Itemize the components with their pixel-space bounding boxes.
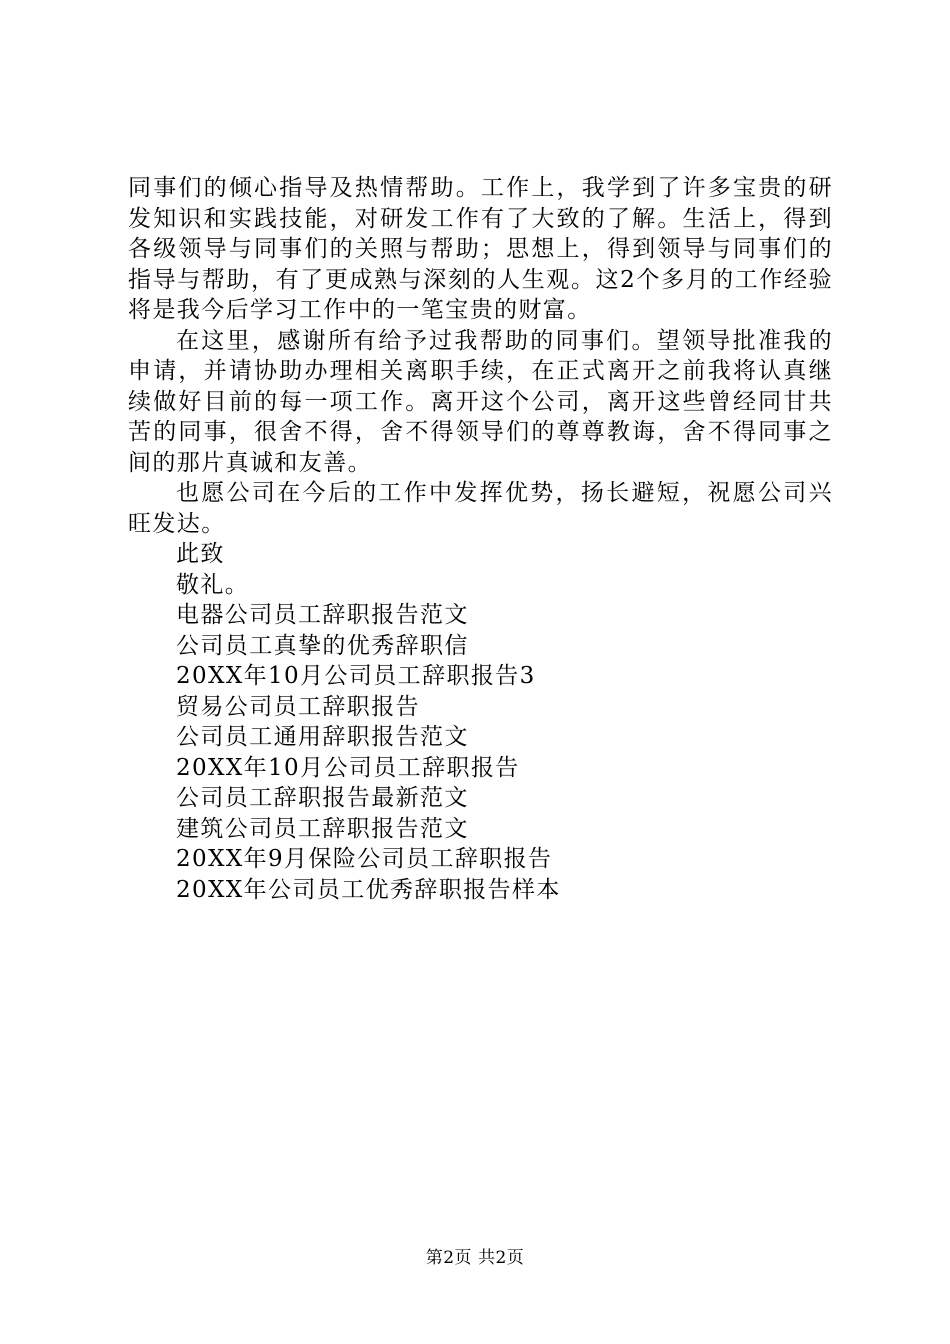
related-title: 公司员工真挚的优秀辞职信 <box>176 632 469 659</box>
related-title: 20XX年公司员工优秀辞职报告样本 <box>176 876 561 903</box>
related-title: 电器公司员工辞职报告范文 <box>176 602 469 628</box>
related-title: 20XX年10月公司员工辞职报告 <box>176 754 520 781</box>
related-title: 20XX年10月公司员工辞职报告3 <box>176 663 536 689</box>
related-title: 公司员工辞职报告最新范文 <box>176 785 469 811</box>
related-title: 贸易公司员工辞职报告 <box>176 693 420 720</box>
closing-salutation: 此致 <box>176 541 225 567</box>
closing-respect: 敬礼。 <box>176 571 250 598</box>
related-title: 20XX年9月保险公司员工辞职报告 <box>176 846 553 872</box>
paragraph-continuation: 同事们的倾心指导及热情帮助。工作上，我学到了许多宝贵的研发知识和实践技能，对研发工作有了大致的了解。生活上，得到各级领导与同事们的关照与帮助；思想上，得到领导与同事们的指导与帮助，有了更成熟与深刻的人生观。这2个多月的工作经验将是我今后学习工作中的一笔宝贵的财富。 <box>128 175 833 323</box>
related-title: 建筑公司员工辞职报告范文 <box>176 815 469 842</box>
document-body <box>128 173 833 905</box>
paragraph-thanks: 在这里，感谢所有给予过我帮助的同事们。望领导批准我的申请，并请协助办理相关离职手续，在正式离开之前我将认真继续做好目前的每一项工作。离开这个公司，离开这些曾经同甘共苦的同事，很舍不得，舍不得领导们的尊尊教诲，舍不得同事之间的那片真诚和友善。 <box>128 327 833 476</box>
related-title: 公司员工通用辞职报告范文 <box>176 724 469 750</box>
paragraph-wishes: 也愿公司在今后的工作中发挥优势，扬长避短，祝愿公司兴旺发达。 <box>128 480 833 537</box>
page-number-footer: 第2页 共2页 <box>425 1248 525 1268</box>
